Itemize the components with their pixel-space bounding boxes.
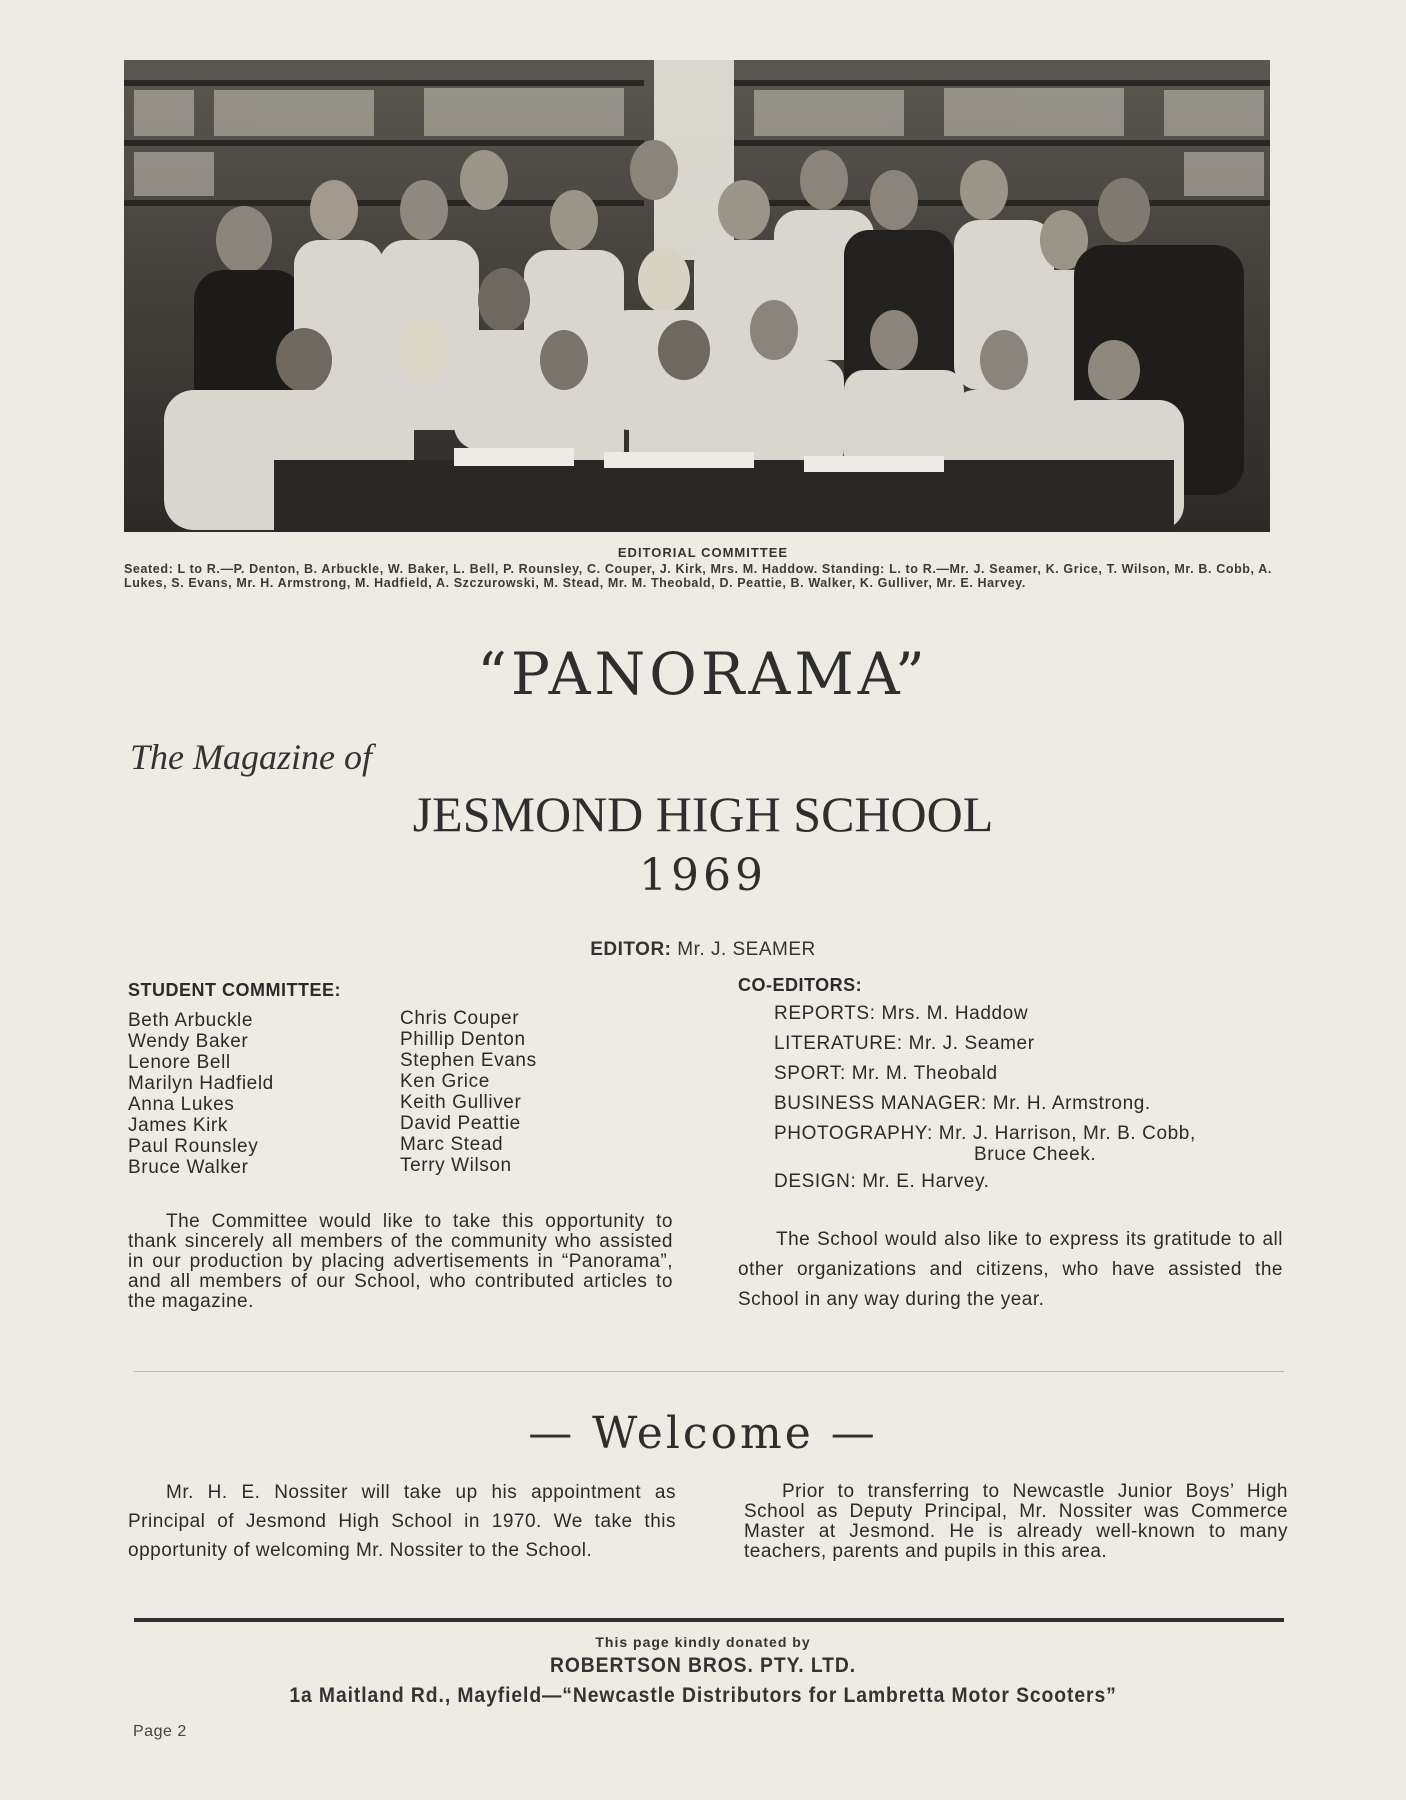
list-item: Phillip Denton: [400, 1029, 526, 1050]
footer-divider: [134, 1618, 1284, 1622]
co-editor-literature: LITERATURE: Mr. J. Seamer: [774, 1033, 1035, 1054]
editor-name: Mr. J. SEAMER: [677, 939, 816, 960]
co-editor-photography-line1: PHOTOGRAPHY: Mr. J. Harrison, Mr. B. Cobb,: [774, 1123, 1196, 1144]
section-divider: [134, 1371, 1284, 1372]
magazine-year: 1969: [639, 850, 767, 901]
list-item: Ken Grice: [400, 1071, 490, 1092]
list-item: Terry Wilson: [400, 1155, 512, 1176]
committee-thanks-paragraph: The Committee would like to take this opportunity to thank sincerely all members of the community who assisted in our production by placing advertisements in “Panorama”, and all members of our School, who contributed articles to the magazine.: [128, 1211, 673, 1312]
co-editor-business: BUSINESS MANAGER: Mr. H. Armstrong.: [774, 1093, 1151, 1114]
welcome-paragraph-left: Mr. H. E. Nossiter will take up his appointment as Principal of Jesmond High School in 1970. We take this opportunity of welcoming Mr. Nossiter to the School.: [128, 1482, 676, 1561]
list-item: Marc Stead: [400, 1134, 504, 1155]
list-item: Chris Couper: [400, 1008, 520, 1029]
welcome-paragraph-right: Prior to transferring to Newcastle Junior Boys’ High School as Deputy Principal, Mr. Nossiter was Commerce Master at Jesmond. He is already well-known to many teachers, parents and pupils in this area.: [744, 1481, 1288, 1562]
list-item: Wendy Baker: [128, 1031, 249, 1052]
list-item: Anna Lukes: [128, 1094, 235, 1115]
co-editor-sport: SPORT: Mr. M. Theobald: [774, 1063, 998, 1084]
student-committee-column-1: [128, 1010, 274, 1178]
student-committee-heading: STUDENT COMMITTEE:: [128, 980, 341, 1000]
list-item: Paul Rounsley: [128, 1136, 259, 1157]
photo-caption-title: EDITORIAL COMMITTEE: [617, 545, 789, 560]
student-committee-column-2: [400, 1008, 537, 1176]
co-editor-design: DESIGN: Mr. E. Harvey.: [774, 1171, 990, 1192]
co-editor-photography-line2: Bruce Cheek.: [974, 1144, 1097, 1165]
list-item: Keith Gulliver: [400, 1092, 522, 1113]
group-photo-illustration: [124, 60, 1270, 532]
page-number: Page 2: [133, 1723, 187, 1740]
welcome-heading: — Welcome —: [528, 1408, 878, 1459]
list-item: James Kirk: [128, 1115, 228, 1136]
magazine-subtitle: The Magazine of: [130, 737, 372, 777]
school-name: JESMOND HIGH SCHOOL: [412, 786, 994, 842]
magazine-title: “PANORAMA”: [477, 640, 929, 708]
list-item: Lenore Bell: [128, 1052, 231, 1073]
photo-caption-text: Seated: L to R.—P. Denton, B. Arbuckle, W. Baker, L. Bell, P. Rounsley, C. Couper, J. Kirk, Mrs. M. Haddow. Standing: L. to R.—Mr. J. Seamer, K. Grice, T. Wilson, Mr. B. Cobb, A. Lukes, S. Evans, Mr. H. Armstrong, M. Hadfield, A. Szczurowski, M. Stead, Mr. M. Theobald, D. Peattie, B. Walker, K. Gulliver, Mr. E. Harvey.: [124, 562, 1272, 590]
editor-label: EDITOR:: [590, 939, 672, 960]
list-item: Marilyn Hadfield: [128, 1073, 274, 1094]
list-item: David Peattie: [400, 1113, 521, 1134]
sponsor-name: ROBERTSON BROS. PTY. LTD.: [549, 1654, 857, 1677]
co-editor-photography: [774, 1123, 1284, 1171]
donation-note: This page kindly donated by: [595, 1634, 811, 1650]
editorial-committee-photo: [124, 60, 1270, 532]
list-item: Beth Arbuckle: [128, 1010, 254, 1031]
school-thanks-paragraph: The School would also like to express its gratitude to all other organizations and citizens, who have assisted the School in any way during the year.: [738, 1229, 1283, 1310]
editor-line: [0, 939, 1406, 961]
co-editors-heading: CO-EDITORS:: [738, 975, 863, 995]
sponsor-address: 1a Maitland Rd., Mayfield—“Newcastle Distributors for Lambretta Motor Scooters”: [289, 1684, 1117, 1707]
co-editors-list: [774, 1003, 1284, 1201]
co-editor-reports: REPORTS: Mrs. M. Haddow: [774, 1003, 1029, 1024]
list-item: Stephen Evans: [400, 1050, 537, 1071]
list-item: Bruce Walker: [128, 1157, 249, 1178]
